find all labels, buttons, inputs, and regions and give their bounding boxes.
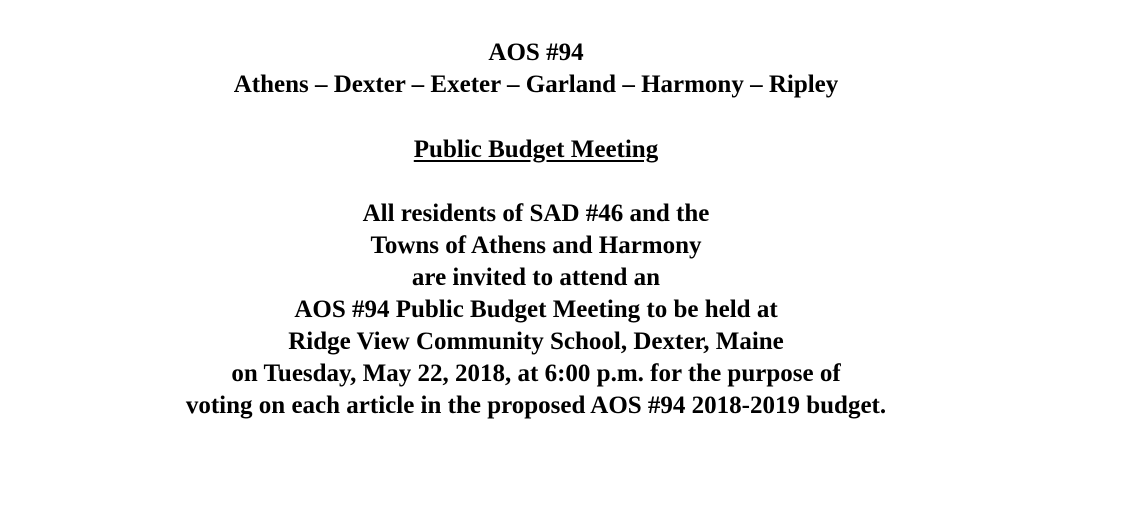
org-heading: AOS #94	[488, 39, 584, 66]
notice-line: on Tuesday, May 22, 2018, at 6:00 p.m. for the purpose of	[231, 360, 841, 387]
notice-line: AOS #94 Public Budget Meeting to be held at	[294, 296, 778, 323]
notice-line: voting on each article in the proposed AOS #94 2018-2019 budget.	[185, 392, 887, 419]
meeting-title: Public Budget Meeting	[413, 136, 659, 163]
title-block	[0, 134, 1072, 166]
towns-heading: Athens – Dexter – Exeter – Garland – Harmony – Ripley	[233, 71, 839, 98]
notice-line: Ridge View Community School, Dexter, Maine	[288, 328, 784, 355]
notice-line: Towns of Athens and Harmony	[370, 232, 702, 259]
notice-body	[0, 198, 1072, 422]
notice-line: are invited to attend an	[411, 264, 661, 291]
notice-line: All residents of SAD #46 and the	[362, 200, 710, 227]
